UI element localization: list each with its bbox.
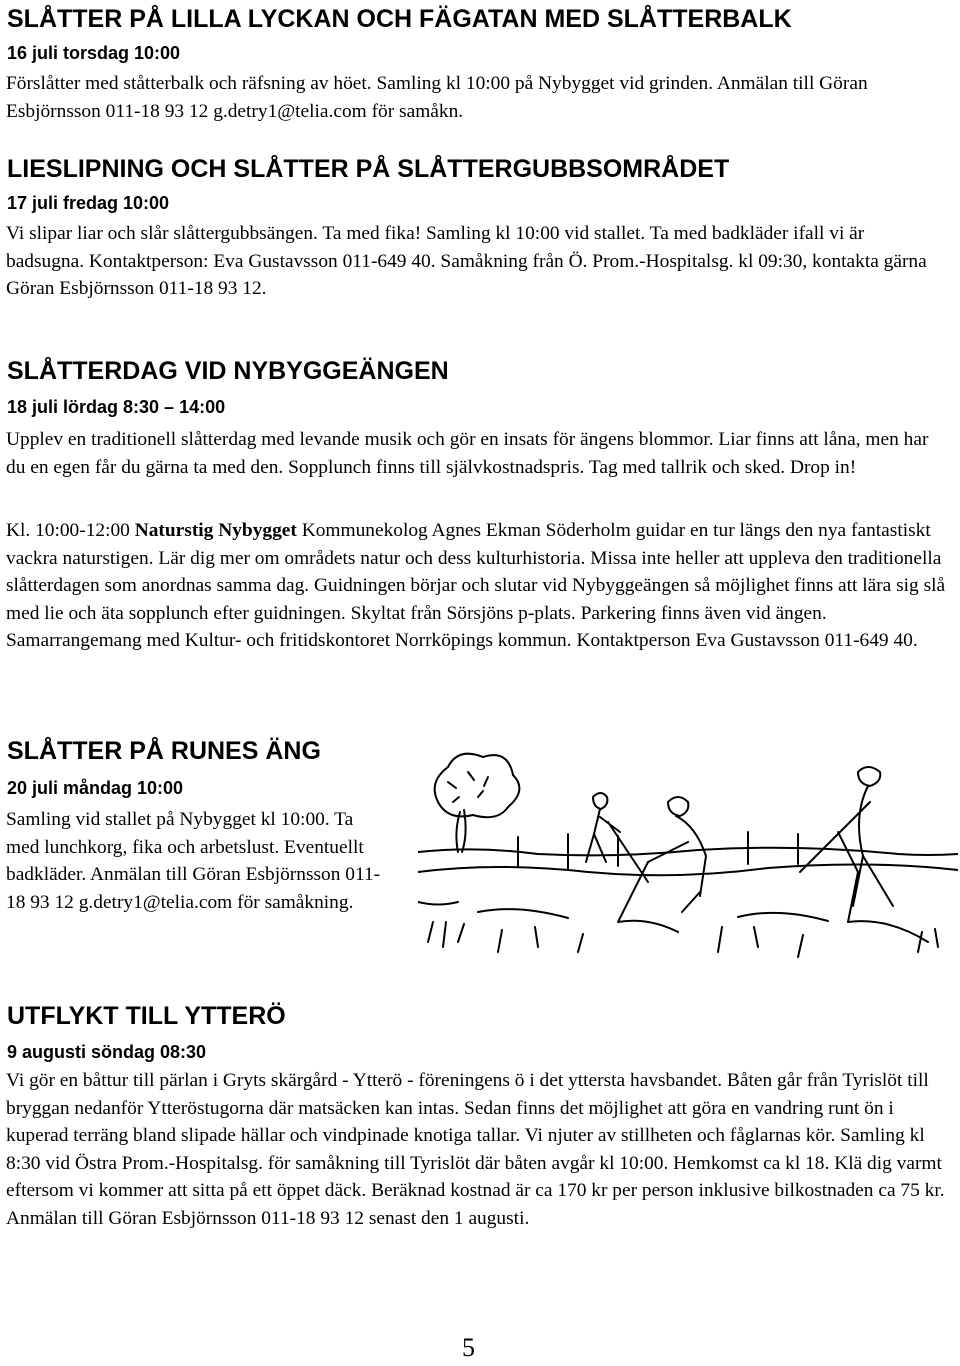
section-date: 16 juli torsdag 10:00 (7, 43, 181, 63)
section-title: UTFLYKT TILL YTTERÖ (7, 1002, 286, 1030)
section-text: Samling vid stallet på Nybygget kl 10:00. Ta med lunchkorg, fika och arbetslust. Eventuellt badkläder. Anmälan till Göran Esbjörnsson 011-18 93 12 g.detry1@telia.com för samåkning. (6, 809, 381, 913)
time-prefix: Kl. 10:00-12:00 (6, 520, 135, 541)
section-text: Vi gör en båttur till pärlan i Gryts skärgård - Ytterö - föreningens ö i det yttersta havsbandet. Båten går från Tyrislöt till bryggan nedanför Ytteröstugorna där matsäcken kan intas. Sedan finns det möjlighet att göra en vandring runt ön i kuperad terräng bland slipade hällar och vindpinade knotiga tallar. Vi njuter av stillheten och fåglarnas kör. Samling kl 8:30 vid Östra Prom.-Hospitalsg. för samåkning till Tyrislöt där båten avgår kl 10:00. Hemkomst ca kl 18. Klä dig varmt eftersom vi kommer att sitta på ett öppet däck. Beräknad kostnad är ca 170 kr per person inklusive bilkostnaden ca 75 kr. Anmälan till Göran Esbjörnsson 011-18 93 12 senast den 1 augusti. (6, 1070, 945, 1229)
haymaking-scythe-illustration (418, 742, 958, 967)
event-description: Kommunekolog Agnes Ekman Söderholm guidar en tur längs den nya fantastiskt vackra naturstigen. Lär dig mer om områdets natur och dess kulturhistoria. Missa inte heller att uppleva den traditionella slåtterdagen som anordnas samma dag. Guidningen börjar och slutar vid Nybyggeängen så möjlighet finns att lära sig slå med lie och äta sopplunch efter guidningen. Skyltat från Sörsjöns p-plats. Parkering finns även vid ängen. Samarrangemang med Kultur- och fritidskontoret Norrköpings kommun. Kontaktperson Eva Gustavsson 011-649 40. (6, 520, 946, 651)
section-extra-text (6, 517, 946, 655)
event-name: Naturstig Nybygget (134, 520, 297, 541)
section-title: SLÅTTER PÅ RUNES ÄNG (7, 737, 321, 765)
section-title: SLÅTTER PÅ LILLA LYCKAN OCH FÄGATAN MED SLÅTTERBALK (7, 5, 792, 33)
section-text: Upplev en traditionell slåtterdag med levande musik och gör en insats för ängens blommor. Liar finns att låna, men har du en egen får du gärna ta med den. Sopplunch finns till självkostnadspris. Tag med tallrik och sked. Drop in! (6, 429, 929, 478)
page-number: 5 (462, 1333, 475, 1362)
section-text: Förslåtter med ståtterbalk och räfsning av höet. Samling kl 10:00 på Nybygget vid grinden. Anmälan till Göran Esbjörnsson 011-18 93 12 g.detry1@telia.com för samåkn. (6, 73, 868, 122)
section-title: SLÅTTERDAG VID NYBYGGEÄNGEN (7, 357, 449, 385)
section-date: 20 juli måndag 10:00 (7, 778, 184, 798)
section-title: LIESLIPNING OCH SLÅTTER PÅ SLÅTTERGUBBSOMRÅDET (7, 155, 730, 183)
section-text: Vi slipar liar och slår slåttergubbsängen. Ta med fika! Samling kl 10:00 vid stallet. Ta med badkläder ifall vi är badsugna. Kontaktperson: Eva Gustavsson 011-649 40. Samåkning från Ö. Prom.-Hospitalsg. kl 09:30, kontakta gärna Göran Esbjörnsson 011-18 93 12. (6, 223, 927, 299)
section-date: 9 augusti söndag 08:30 (7, 1042, 207, 1062)
section-date: 17 juli fredag 10:00 (7, 193, 170, 213)
section-date: 18 juli lördag 8:30 – 14:00 (7, 397, 226, 417)
